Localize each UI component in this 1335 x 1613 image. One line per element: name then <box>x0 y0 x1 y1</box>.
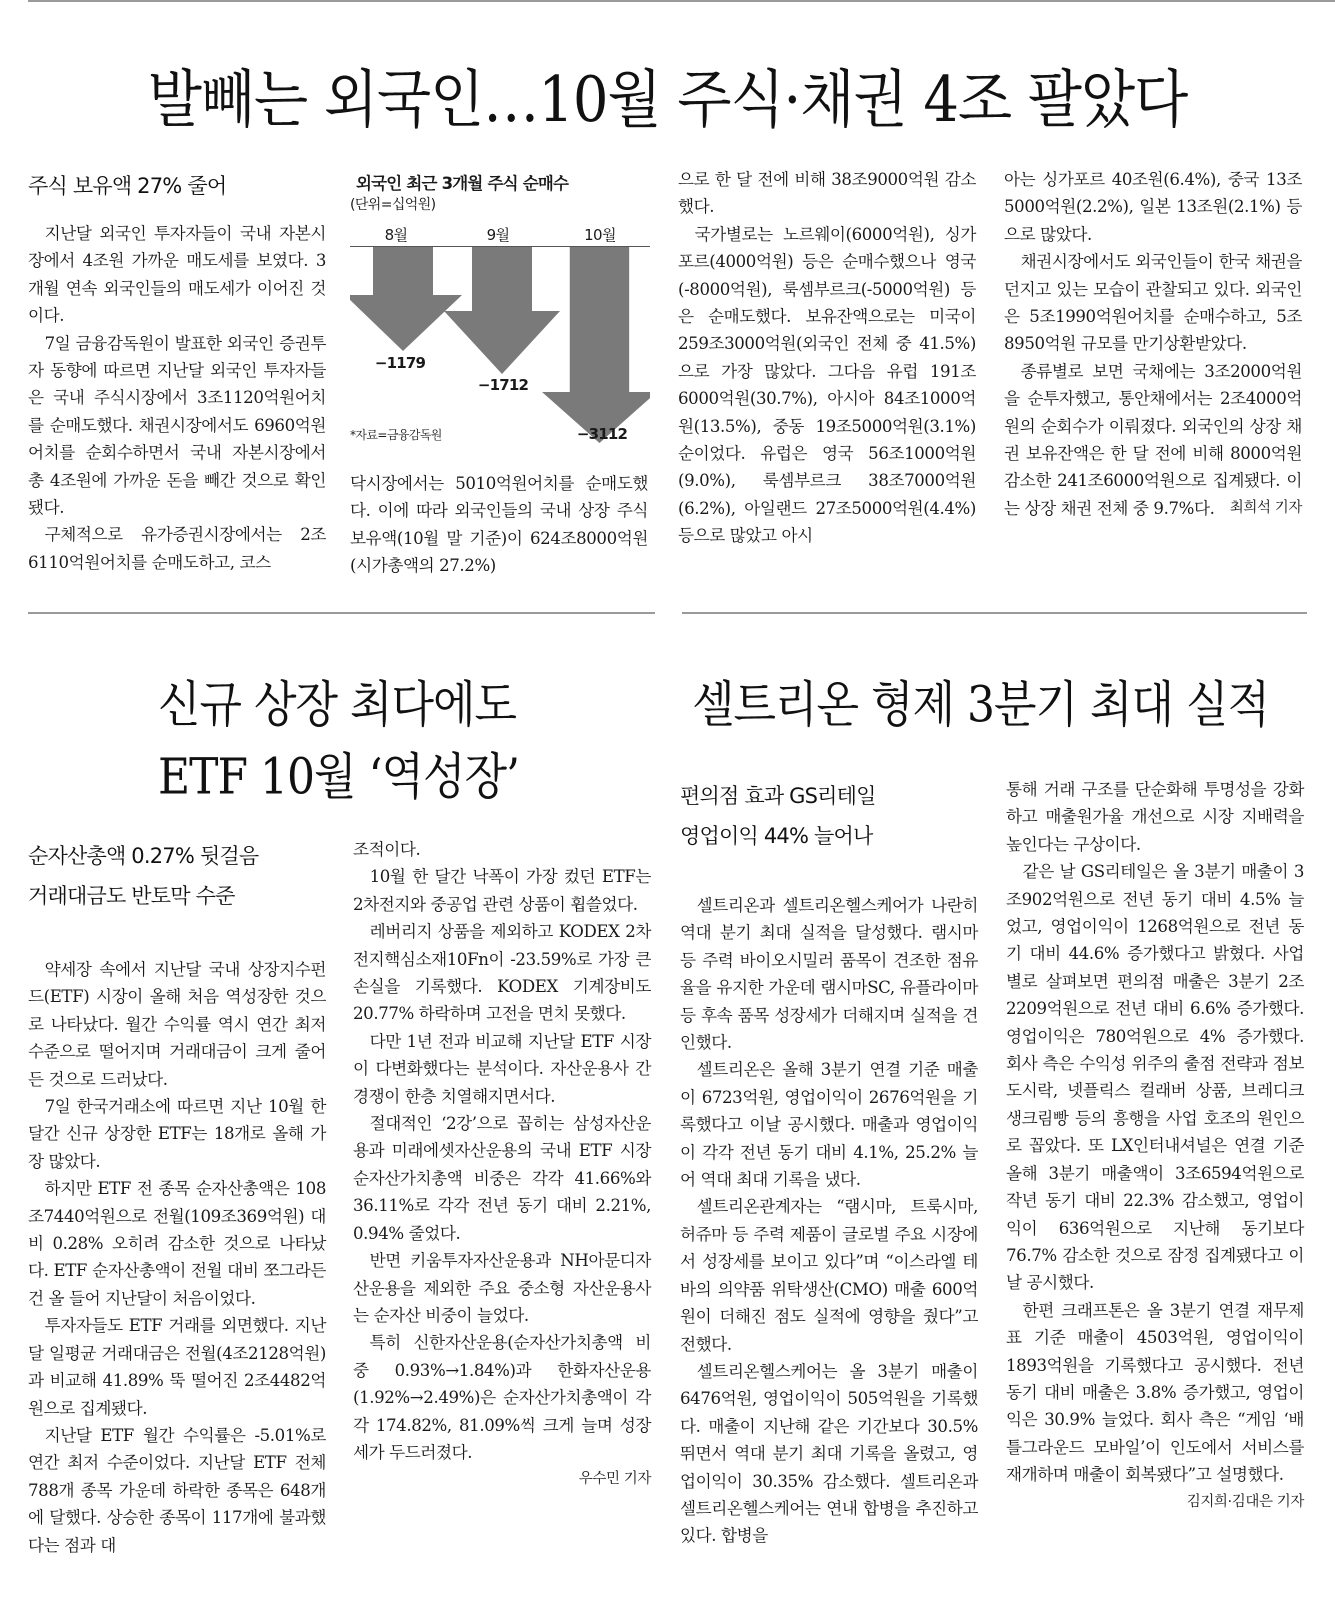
paragraph: 통해 거래 구조를 단순화해 투명성을 강화하고 매출원가율 개선으로 시장 지배력을 높인다는 구상이다. <box>1006 780 1304 854</box>
chart-unit: (단위=십억원) <box>350 197 436 213</box>
paragraph: 7일 한국거래소에 따르면 지난 10월 한 달간 신규 상장한 ETF는 18개로 올해 가장 많았다. <box>28 1097 326 1171</box>
etf-column-1 <box>28 836 326 1559</box>
chart-source: *자료=금융감독원 <box>350 428 442 442</box>
top-story-column-2 <box>350 470 648 580</box>
paragraph: 셀트리온헬스케어는 올 3분기 매출이 6476억원, 영업이익이 505억원을 기록했다. 매출이 지난해 같은 기간보다 30.5% 뛰면서 역대 분기 최대 기록을 올렸고, 영업이익이 30.35% 감소했다. 셀트리온과 셀트리온헬스케어는 연내 합병을 추진하고 있다. 합병을 <box>680 1361 978 1546</box>
paragraph: 약세장 속에서 지난달 국내 상장지수펀드(ETF) 시장이 올해 처음 역성장한 것으로 나타났다. 월간 수익률 역시 연간 최저 수준으로 떨어지며 거래대금이 크게 줄어든 것으로 드러났다. <box>28 960 326 1089</box>
paragraph: 다만 1년 전과 비교해 지난달 ETF 시장이 다변화했다는 분석이다. 자산운용사 간 경쟁이 한층 치열해지면서다. <box>353 1031 651 1106</box>
paragraph: 셀트리온과 셀트리온헬스케어가 나란히 역대 분기 최대 실적을 달성했다. 램시마 등 주력 바이오시밀러 품목이 견조한 점유율을 유지한 가운데 램시마SC, 유플라이마 등 후속 품목 성장세가 더해지며 실적을 견인했다. <box>680 896 978 1053</box>
paragraph: 특히 신한자산운용(순자산가치총액 비중 0.93%→1.84%)과 한화자산운용(1.92%→2.49%)은 순자산가치총액이 각각 174.82%, 81.09%씩 크게 늘며 성장세가 두드러졌다. <box>353 1333 651 1462</box>
etf-column-2 <box>353 836 651 1494</box>
paragraph: 셀트리온관계자는 “램시마, 트룩시마, 허쥬마 등 주력 제품이 글로벌 주요 시장에서 성장세를 보이고 있다”며 “이스라엘 테바의 의약품 위탁생산(CMO) 매출 600억원이 더해진 점도 실적에 영향을 줬다”고 전했다. <box>680 1197 978 1354</box>
paragraph: 지난달 외국인 투자자들이 국내 자본시장에서 4조원 가까운 매도세를 보였다. 3개월 연속 외국인들의 매도세가 이어진 것이다. <box>28 224 326 326</box>
paragraph: 닥시장에서는 5010억원어치를 순매도했다. 이에 따라 외국인들의 국내 상장 주식 보유액(10월 말 기준)이 624조8000억원(시가총액의 27.2%) <box>350 474 648 576</box>
chart-category-sep: 9월 <box>486 226 510 244</box>
down-arrows-icon <box>350 168 650 458</box>
celltrion-column-2 <box>1006 776 1304 1516</box>
byline: 최희석 기자 <box>1229 500 1302 517</box>
etf-subhead-line-1: 순자산총액 0.27% 뒷걸음 <box>28 844 259 868</box>
byline: 우수민 기자 <box>578 1471 651 1488</box>
paragraph: 레버리지 상품을 제외하고 KODEX 2차전지핵심소재10Fn이 -23.59%로 가장 큰 손실을 기록했다. KODEX 기계장비도 20.77% 하락하며 고전을 면치 못했다. <box>353 922 651 1024</box>
chart-value-aug: −1179 <box>374 354 426 372</box>
paragraph: 조적이다. <box>353 840 421 859</box>
paragraph: 지난달 ETF 월간 수익률은 -5.01%로 연간 최저 수준이었다. 지난달 ETF 전체 788개 종목 가운데 하락한 종목은 648개에 달했다. 상승한 종목이 117개에 불과했다는 점과 대 <box>28 1425 326 1555</box>
top-story-column-1 <box>28 166 326 576</box>
paragraph: 한편 크래프톤은 올 3분기 연결 재무제표 기준 매출이 4503억원, 영업이익이 1893억원을 기록했다고 공시했다. 전년 동기 대비 매출은 3.8% 증가했고, 영업이익은 30.9% 늘었다. 회사 측은 “게임 ‘배틀그라운드 모바일’이 인도에서 서비스를 재개하며 매출이 회복됐다”고 설명했다. <box>1006 1300 1304 1485</box>
paragraph: 7일 금융감독원이 발표한 외국인 증권투자 동향에 따르면 지난달 외국인 투자자들은 국내 주식시장에서 3조1120억원어치를 순매도했다. 채권시장에서도 6960억원어치를 순회수하면서 국내 자본시장에서 총 4조원에 가까운 돈을 빼간 것으로 확인됐다. <box>28 333 326 518</box>
chart-category-oct: 10월 <box>584 226 616 244</box>
paragraph: 종류별로 보면 국채에는 3조2000억원을 순투자했고, 통안채에서는 2조4000억원의 순회수가 이뤄졌다. 외국인의 상장 채권 보유잔액은 한 달 전에 비해 8000억원 감소한 241조6000억원으로 집계됐다. 이는 상장 채권 전체 중 9.7%다. <box>1004 361 1302 518</box>
etf-headline-line-2: ETF 10월 ‘역성장’ <box>158 748 519 806</box>
paragraph: 채권시장에서도 외국인들이 한국 채권을 던지고 있는 모습이 관찰되고 있다. 외국인은 5조1990억원어치를 순매수하고, 5조8950억원 규모를 만기상환받았다. <box>1004 252 1302 354</box>
etf-subhead-line-2: 거래대금도 반토막 수준 <box>28 884 235 908</box>
section-rule-right <box>682 612 1307 614</box>
paragraph: 절대적인 ‘2강’으로 꼽히는 삼성자산운용과 미래에셋자산운용의 국내 ETF 시장 순자산가치총액 비중은 각각 41.66%와 36.11%로 각각 전년 동기 대비 2.21%, 0.94% 줄었다. <box>353 1114 651 1243</box>
paragraph: 아는 싱가포르 40조원(6.4%), 중국 13조5000억원(2.2%), 일본 13조원(2.1%) 등으로 많았다. <box>1004 170 1302 244</box>
celltrion-headline: 셀트리온 형제 3분기 최대 실적 <box>692 676 1269 734</box>
top-story-column-3 <box>678 166 976 550</box>
paragraph: 10월 한 달간 낙폭이 가장 컸던 ETF는 2차전지와 중공업 관련 상품이 휩쓸었다. <box>353 867 651 914</box>
paragraph: 반면 키움투자자산운용과 NH아문디자산운용을 제외한 주요 중소형 자산운용사는 순자산 비중이 늘었다. <box>353 1251 651 1325</box>
top-story-column-4 <box>1004 166 1302 523</box>
paragraph: 같은 날 GS리테일은 올 3분기 매출이 3조902억원으로 전년 동기 대비 4.5% 늘었고, 영업이익이 1268억원으로 전년 동기 대비 44.6% 증가했다고 밝혔다. 사업별로 살펴보면 편의점 매출은 3분기 2조2209억원으로 전년 대비 6.6% 증가했다. 영업이익은 780억원으로 4% 증가했다. 회사 측은 수익성 위주의 출점 전략과 점보도시락, 넷플릭스 컬래버 상품, 브레디크 생크림빵 등의 흥행을 사업 호조의 원인으로 꼽았다. 또 LX인터내셔널은 연결 기준 올해 3분기 매출액이 3조6594억원으로 작년 동기 대비 22.3% 감소했고, 영업이익이 636억원으로 지난해 동기보다 76.7% 감소한 것으로 잠정 집계됐다고 이날 공시했다. <box>1006 862 1304 1293</box>
top-story-subhead: 주식 보유액 27% 줄어 <box>28 174 227 198</box>
main-headline: 발빼는 외국인…10월 주식·채권 4조 팔았다 <box>147 63 1188 137</box>
celltrion-subhead-line-2: 영업이익 44% 늘어나 <box>680 824 873 848</box>
paragraph: 으로 한 달 전에 비해 38조9000억원 감소했다. <box>678 170 976 217</box>
paragraph: 투자자들도 ETF 거래를 외면했다. 지난달 일평균 거래대금은 전월(4조2128억원)과 비교해 41.89% 뚝 떨어진 2조4482억원으로 집계됐다. <box>28 1316 326 1418</box>
byline: 김지희·김대은 기자 <box>1186 1493 1304 1510</box>
paragraph: 하지만 ETF 전 종목 순자산총액은 108조7440억원으로 전월(109조369억원) 대비 0.28% 오히려 감소한 것으로 나타났다. ETF 순자산총액이 전월 대비 쪼그라든 건 올 들어 지난달이 처음이었다. <box>28 1179 326 1308</box>
chart-value-sep: −1712 <box>477 376 529 394</box>
paragraph: 구체적으로 유가증권시장에서는 2조6110억원어치를 순매도하고, 코스 <box>28 525 326 572</box>
celltrion-subhead-line-1: 편의점 효과 GS리테일 <box>680 784 876 808</box>
etf-headline-line-1: 신규 상장 최다에도 <box>158 676 517 734</box>
celltrion-column-1 <box>680 776 978 1550</box>
section-rule-left <box>28 612 655 614</box>
top-rule <box>28 0 1335 2</box>
net-purchase-chart <box>350 168 650 458</box>
chart-value-oct: −3112 <box>576 425 628 443</box>
paragraph: 국가별로는 노르웨이(6000억원), 싱가포르(4000억원) 등은 순매수했으나 영국(-8000억원), 룩셈부르크(-5000억원) 등은 순매도했다. 보유잔액으로는 미국이 259조3000억원(외국인 전체 중 41.5%)으로 가장 많았다. 그다음 유럽 191조6000억원(30.7%), 아시아 84조1000억원(13.5%), 중동 19조5000억원(3.1%) 순이었다. 유럽은 영국 56조1000억원(9.0%), 룩셈부르크 38조7000억원(6.2%), 아일랜드 27조5000억원(4.4%) 등으로 많았고 아시 <box>678 224 976 546</box>
chart-title: 외국인 최근 3개월 주식 순매수 <box>356 174 569 193</box>
chart-category-aug: 8월 <box>384 226 408 244</box>
paragraph: 셀트리온은 올해 3분기 연결 기준 매출이 6723억원, 영업이익이 2676억원을 기록했다고 이날 공시했다. 매출과 영업이익이 각각 전년 동기 대비 4.1%, 25.2% 늘어 역대 최대 기록을 냈다. <box>680 1060 978 1190</box>
